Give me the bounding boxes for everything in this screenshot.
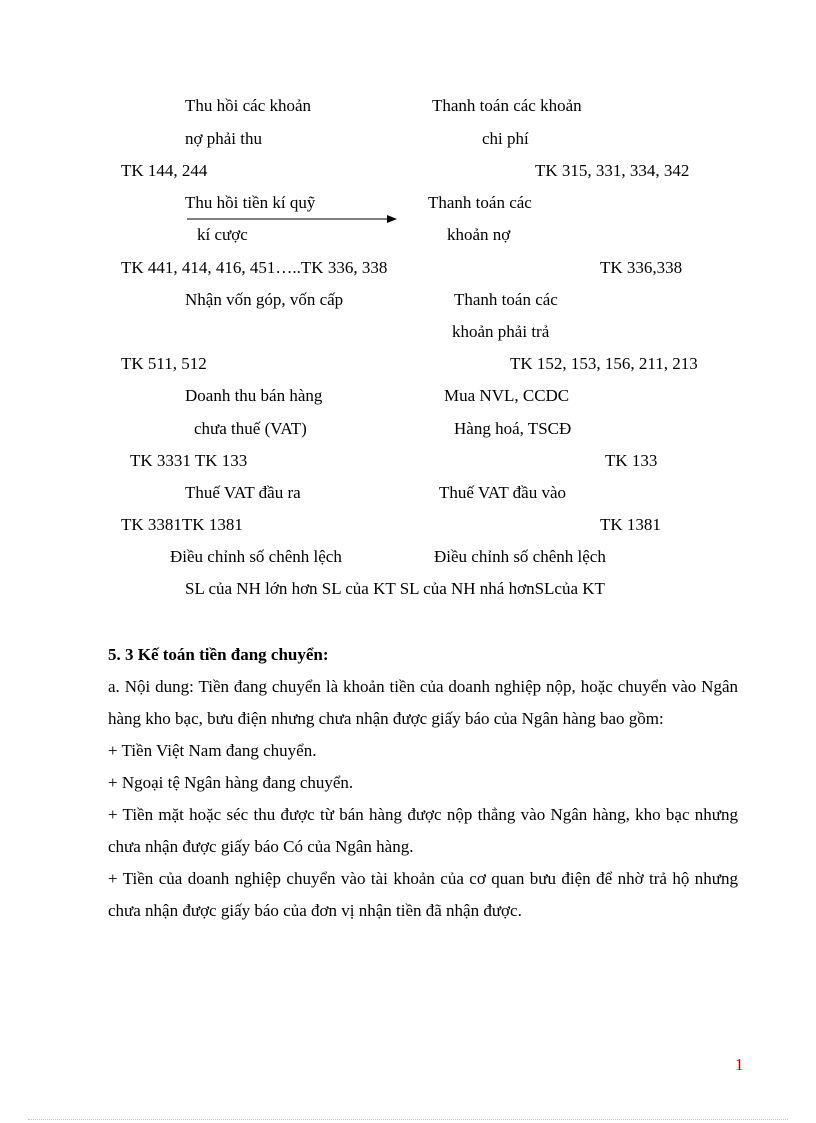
section-body	[108, 671, 738, 927]
list-item: + Tiền Việt Nam đang chuyển.	[108, 741, 317, 760]
right-account-3: TK 152, 153, 156, 211, 213	[510, 354, 698, 373]
left-row1-line2: nợ phải thu	[185, 129, 262, 148]
right-row3-line2: khoản phải trả	[452, 322, 550, 341]
right-row1-line1: Thanh toán các khoản	[432, 96, 582, 115]
left-row1-line1: Thu hồi các khoản	[185, 96, 312, 115]
flow-arrow	[187, 213, 397, 225]
right-account-5: TK 1381	[600, 515, 661, 534]
right-account-4: TK 133	[605, 451, 658, 470]
left-row5-line1: Thuế VAT đầu ra	[185, 483, 301, 502]
right-row4-line2: Hàng hoá, TSCĐ	[454, 419, 572, 438]
left-account-2: TK 441, 414, 416, 451…..TK 336, 338	[121, 258, 388, 277]
left-account-3: TK 511, 512	[121, 354, 207, 373]
content-intro: a. Nội dung: Tiền đang chuyển là khoản tiền của doanh nghiệp nộp, hoặc chuyển vào Ngân hàng kho bạc, bưu điện nhưng chưa nhận được giấy báo của Ngân hàng bao gồm:	[108, 677, 738, 728]
list-item: + Tiền mặt hoặc séc thu được từ bán hàng được nộp thẳng vào Ngân hàng, kho bạc nhưng chưa nhận được giấy báo Có của Ngân hàng.	[108, 805, 738, 856]
page-number: 1	[735, 1055, 744, 1074]
left-row4-line2: chưa thuế (VAT)	[194, 419, 307, 438]
right-row2-line2: khoản nợ	[447, 225, 511, 244]
left-account-5: TK 3381TK 1381	[121, 515, 243, 534]
right-row2-line1: Thanh toán các	[428, 193, 532, 212]
left-row6-line1: Điều chỉnh số chênh lệch	[170, 547, 342, 566]
list-item: + Tiền của doanh nghiệp chuyển vào tài khoản của cơ quan bưu điện để nhờ trả hộ nhưng chưa nhận được giấy báo của đơn vị nhận tiền đã nhận được.	[108, 869, 738, 920]
right-row1-line2: chi phí	[482, 129, 529, 148]
left-account-4: TK 3331 TK 133	[130, 451, 248, 470]
section-heading: 5. 3 Kế toán tiền đang chuyển:	[108, 645, 329, 664]
footer-divider	[28, 1119, 788, 1120]
right-row4-line1: Mua NVL, CCDC	[444, 386, 570, 405]
diagram-bottom-line: SL của NH lớn hơn SL của KT SL của NH nhá hơnSLcủa KT	[185, 579, 605, 598]
left-row2-line2: kí cược	[197, 225, 248, 244]
left-account-1: TK 144, 244	[121, 161, 208, 180]
left-row2-line1: Thu hồi tiền kí quỹ	[185, 193, 316, 212]
right-account-2: TK 336,338	[600, 258, 683, 277]
list-item: + Ngoại tệ Ngân hàng đang chuyển.	[108, 773, 354, 792]
right-account-1: TK 315, 331, 334, 342	[535, 161, 690, 180]
right-row6-line1: Điều chỉnh số chênh lệch	[434, 547, 606, 566]
right-row3-line1: Thanh toán các	[454, 290, 558, 309]
left-row3-line1: Nhận vốn góp, vốn cấp	[185, 290, 344, 309]
right-row5-line1: Thuế VAT đầu vào	[439, 483, 567, 502]
left-row4-line1: Doanh thu bán hàng	[185, 386, 323, 405]
